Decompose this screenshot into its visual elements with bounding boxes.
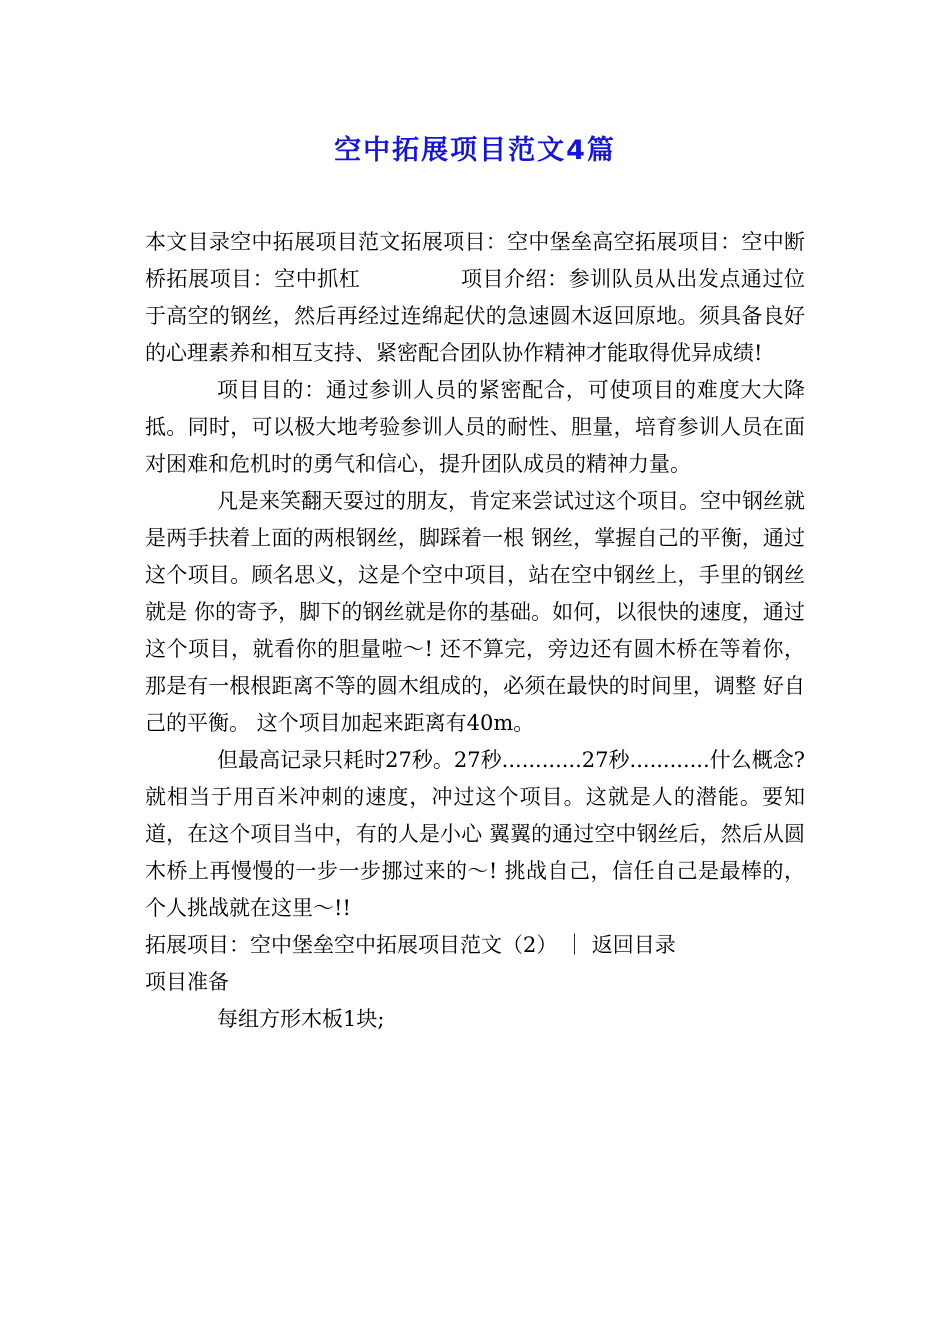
section-heading-preparation: 项目准备 xyxy=(145,970,229,994)
section-link-line[interactable]: 拓展项目：空中堡垒空中拓展项目范文（2） ｜ 返回目录 xyxy=(145,933,676,957)
paragraph-description: 凡是来笑翻天耍过的朋友，肯定来尝试过这个项目。空中钢丝就是两手扶着上面的两根钢丝，脚踩着一根 钢丝，掌握自己的平衡，通过这个项目。顾名思义，这是个空中项目，站在空中钢丝上，手里的钢丝就是 你的寄予，脚下的钢丝就是你的基础。如何，以很快的速度，通过这个项目，就看你的胆量啦～! 还不算完，旁边还有圆木桥在等着你，那是有一根根距离不等的圆木组成的，必须在最快的时间里，调整 好自己的平衡。 这个项目加起来距离有40m。 xyxy=(145,489,805,735)
document-title: 空中拓展项目范文4篇 xyxy=(334,135,616,166)
paragraph-purpose: 项目目的：通过参训人员的紧密配合，可使项目的难度大大降抵。同时，可以极大地考验参训人员的耐性、胆量，培育参训人员在面对困难和危机时的勇气和信心，提升团队成员的精神力量。 xyxy=(145,378,805,476)
paragraph-preparation-item: 每组方形木板1块; xyxy=(217,1007,385,1031)
document-body xyxy=(145,224,805,1038)
paragraph-record: 但最高记录只耗时27秒。27秒............27秒............什么概念? 就相当于用百米冲刺的速度，冲过这个项目。这就是人的潜能。要知道，在这个项目当中，有的人是小心 翼翼的通过空中钢丝后，然后从圆木桥上再慢慢的一步一步挪过来的～! 挑战自己，信任自己是最棒的，个人挑战就在这里～!! xyxy=(145,748,805,920)
paragraph-intro: 本文目录空中拓展项目范文拓展项目：空中堡垒高空拓展项目：空中断桥拓展项目：空中抓杠 项目介绍：参训队员从出发点通过位于高空的钢丝，然后再经过连绵起伏的急速圆木返回原地。须具备良好的心理素养和相互支持、紧密配合团队协作精神才能取得优异成绩! xyxy=(145,230,805,365)
